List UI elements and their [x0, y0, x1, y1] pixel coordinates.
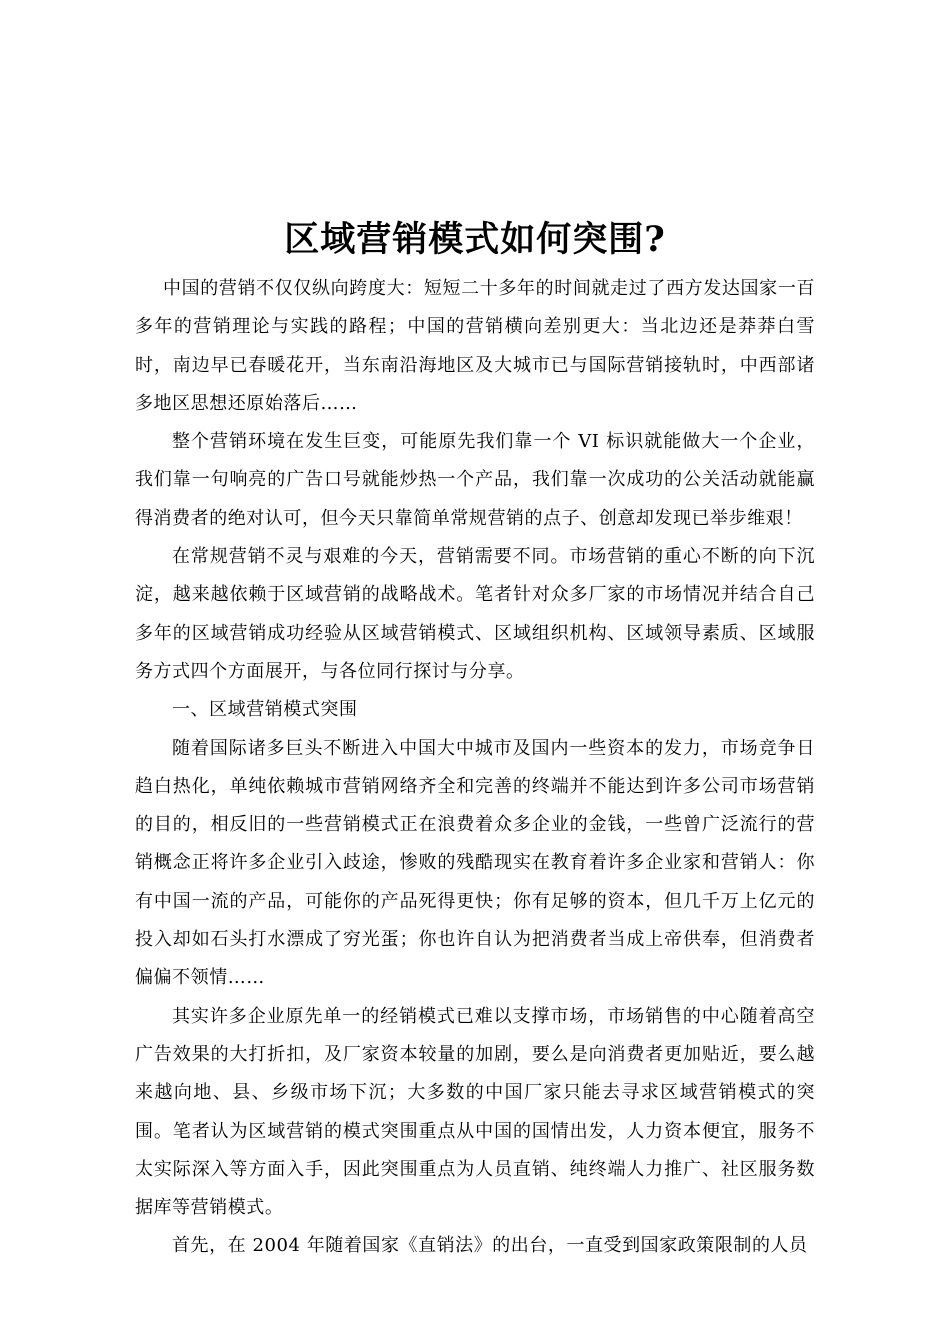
paragraph-competition: 随着国际诸多巨头不断进入中国大中城市及国内一些资本的发力，市场竞争日趋白热化，单纯依赖城市营销网络齐全和完善的终端并不能达到许多公司市场营销的目的，相反旧的一些营销模式正在浪费着众多企业的金钱，一些曾广泛流行的营销概念正将许多企业引入歧途，惨败的残酷现实在教育着许多企业家和营销人：你有中国一流的产品，可能你的产品死得更快；你有足够的资本，但几千万上亿元的投入却如石头打水漂成了穷光蛋；你也许自认为把消费者当成上帝供奉，但消费者偏偏不领情……: [135, 737, 815, 989]
document-title: 区域营销模式如何突围?: [284, 219, 666, 260]
paragraph-intro: 中国的营销不仅仅纵向跨度大：短短二十多年的时间就走过了西方发达国家一百多年的营销理论与实践的路程；中国的营销横向差别更大：当北边还是莽莽白雪时，南边早已春暖花开，当东南沿海地区及大城市已与国际营销接轨时，中西部诸多地区思想还原始落后……: [135, 278, 815, 414]
paragraph-breakthrough: 其实许多企业原先单一的经销模式已难以支撑市场，市场销售的中心随着高空广告效果的大打折扣，及厂家资本较量的加剧，要么是向消费者更加贴近，要么越来越向地、县、乡级市场下沉；大多数的中国厂家只能去寻求区域营销模式的突围。笔者认为区域营销的模式突围重点从中国的国情出发，人力资本便宜，服务不太实际深入等方面入手，因此突围重点为人员直销、纯终端人力推广、社区服务数据库等营销模式。: [135, 1005, 815, 1219]
paragraph-overview: 在常规营销不灵与艰难的今天，营销需要不同。市场营销的重心不断的向下沉淀，越来越依赖于区域营销的战略战术。笔者针对众多厂家的市场情况并结合自己多年的区域营销成功经验从区域营销模式、区域组织机构、区域领导素质、区域服务方式四个方面展开，与各位同行探讨与分享。: [135, 546, 815, 682]
section-heading-1: 一、区域营销模式突围: [172, 699, 358, 721]
paragraph-direct-sales: 首先，在 2004 年随着国家《直销法》的出台，一直受到国家政策限制的人员: [172, 1235, 808, 1257]
paragraph-environment: 整个营销环境在发生巨变，可能原先我们靠一个 VI 标识就能做大一个企业，我们靠一句响亮的广告口号就能炒热一个产品，我们靠一次成功的公关活动就能赢得消费者的绝对认可，但今天只靠简单常规营销的点子、创意却发现已举步维艰！: [135, 431, 815, 529]
